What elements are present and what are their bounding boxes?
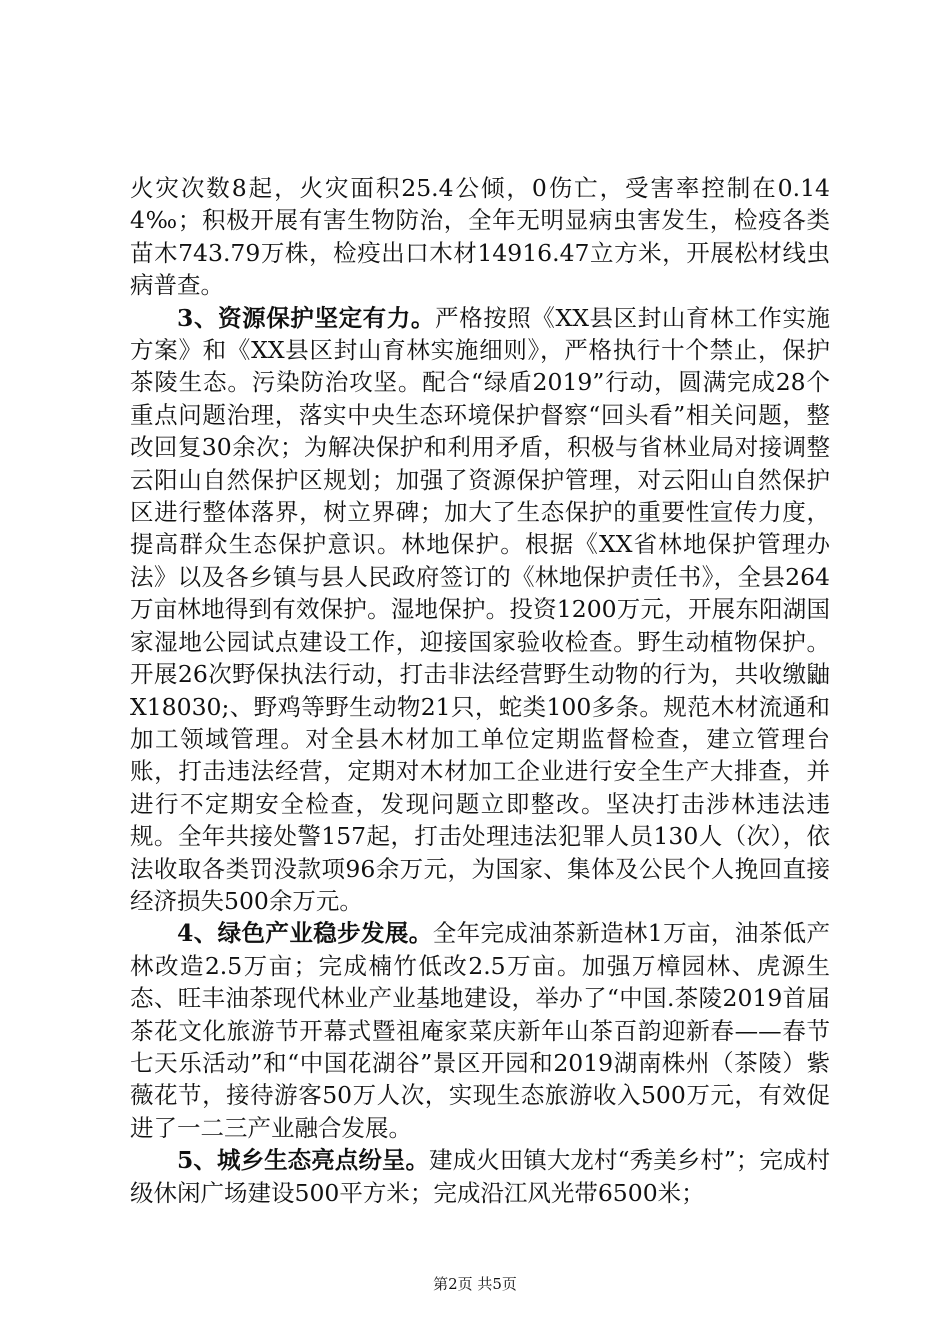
paragraph-text: 严格按照《XX县区封山育林工作实施方案》和《XX县区封山育林实施细则》，严格执行十个禁止，保护茶陵生态。污染防治攻坚。配合“绿盾2019”行动，圆满完成28个重点问题治理，落实中央生态环境保护督察“回头看”相关问题，整改回复30余次；为解决保护和利用矛盾，积极与省林业局对接调整云阳山自然保护区规划；加强了资源保护管理，对云阳山自然保护区进行整体落界，树立界碑；加大了生态保护的重要性宣传力度，提高群众生态保护意识。林地保护。根据《XX省林地保护管理办法》以及各乡镇与县人民政府签订的《林地保护责任书》，全县264万亩林地得到有效保护。湿地保护。投资1200万元，开展东阳湖国家湿地公园试点建设工作，迎接国家验收检查。野生动植物保护。开展26次野保执法行动，打击非法经营野生动物的行为，共收缴鼬X18030;、野鸡等野生动物21只，蛇类100多条。规范木材流通和加工领域管理。对全县木材加工单位定期监督检查，建立管理台账，打击违法经营，定期对木材加工企业进行安全生产大排查，并进行不定期安全检查，发现问题立即整改。坚决打击涉林违法违规。全年共接处警157起，打击处理违法犯罪人员130人（次），依法收取各类罚没款项96余万元，为国家、集体及公民个人挽回直接经济损失500余万元。 (130, 303, 830, 915)
paragraph-green-industry (130, 917, 830, 1144)
section-heading: 3、资源保护坚定有力。 (177, 303, 435, 332)
paragraph-urban-rural-ecology (130, 1144, 830, 1209)
paragraph-continuation (130, 172, 830, 302)
section-heading: 5、城乡生态亮点纷呈。 (177, 1146, 430, 1175)
paragraph-resource-protection (130, 302, 830, 918)
paragraph-text: 全年完成油茶新造林1万亩，油茶低产林改造2.5万亩；完成楠竹低改2.5万亩。加强万樟园林、虎源生态、旺丰油茶现代林业产业基地建设，举办了“中国.茶陵2019首届茶花文化旅游节开幕式暨祖庵家菜庆新年山茶百韵迎新春——春节七天乐活动”和“中国花湖谷”景区开园和2019湖南株州（茶陵）紫薇花节，接待游客50万人次，实现生态旅游收入500万元，有效促进了一二三产业融合发展。 (130, 919, 831, 1142)
paragraph-text: 建成火田镇大龙村“秀美乡村”；完成村级休闲广场建设500平方米；完成沿江风光带6500米； (130, 1146, 830, 1207)
page-number-footer: 第2页 共5页 (433, 1275, 517, 1293)
paragraph-text: 火灾次数8起，火灾面积25.4公倾，0伤亡，受害率控制在0.144‰；积极开展有害生物防治，全年无明显病虫害发生，检疫各类苗木743.79万株，检疫出口木材14916.47立方米，开展松材线虫病普查。 (130, 174, 830, 300)
section-heading: 4、绿色产业稳步发展。 (177, 919, 433, 948)
document-body (130, 172, 830, 1209)
